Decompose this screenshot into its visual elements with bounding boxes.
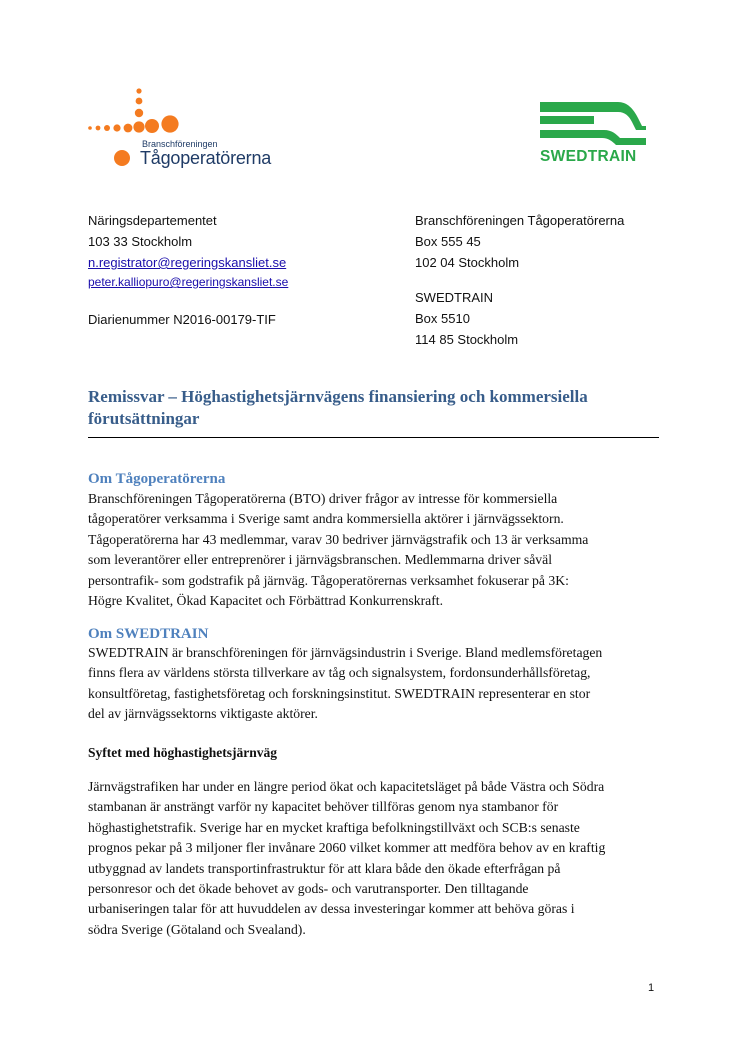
paragraph-line: personresor och det ökade behovet av gods- och varutransporter. Den tilltagande [88,881,529,897]
paragraph-line: tågoperatörer verksamma i Sverige samt andra kommersiella aktörer i järnvägssektorn. [88,511,564,527]
page-number: 1 [648,982,655,994]
paragraph-line: konsultföretag, fastighetsföretag och forskningsinstitut. SWEDTRAIN representerar en stor [88,685,591,701]
swedtrain-logo-text: SWEDTRAIN [540,148,637,165]
diary-number: Diarienummer N2016-00179-TIF [88,312,276,327]
sender2-box: Box 5510 [415,311,470,326]
sender2-org: SWEDTRAIN [415,290,493,305]
paragraph-line: persontrafik- som godstrafik på järnväg. Tågoperatörernas verksamhet fokuserar på 3K: [88,572,569,588]
paragraph-line: urbaniseringen talar för att huvuddelen av dessa investeringar kommer att behöva göras i [88,901,575,917]
bto-logo-small-text: Branschföreningen [142,139,218,149]
paragraph-line: stambanan är ansträngt varför ny kapacitet behöver tillföras genom nya stambanor för [88,799,559,815]
section-title-swedtrain: Om SWEDTRAIN [88,626,209,642]
paragraph-line: som leverantörer eller entreprenörer i järnvägsbranschen. Medlemmarna driver såväl [88,552,553,568]
paragraph-line: Högre Kvalitet, Ökad Kapacitet och Förbättrad Konkurrenskraft. [88,593,443,609]
paragraph-line: utbyggnad av landets transportinfrastruktur för att klara både den ökade efterfrågan på [88,860,561,876]
page-title-line-1: Remissvar – Höghastighetsjärnvägens finansiering och kommersiella [88,387,588,406]
paragraph-line: höghastighetstrafik. Sverige har en mycket kraftiga befolkningstillväxt och SCB:s senaste [88,819,580,835]
section-body-bto [88,489,663,611]
sender1-org: Branschföreningen Tågoperatörerna [415,213,625,228]
paragraph-line: södra Sverige (Götaland och Svealand). [88,921,306,937]
paragraph-line: Tågoperatörerna har 43 medlemmar, varav 30 bedriver järnvägstrafik och 13 är verksamma [88,531,589,547]
sender-address [415,210,624,350]
section-title-purpose: Syftet med höghastighetsjärnväg [88,745,277,760]
bto-logo [86,86,286,172]
swedtrain-logo-mark [538,100,648,146]
paragraph-line: del av järnvägssektorns viktigaste aktörer. [88,706,318,722]
sender1-box: Box 555 45 [415,234,481,249]
paragraph-line: Branschföreningen Tågoperatörerna (BTO) driver frågor av intresse för kommersiella [88,491,558,506]
recipient-address [88,210,288,330]
section-body-purpose [88,777,663,940]
sender2-postal: 114 85 Stockholm [415,332,519,347]
paragraph-line: prognos pekar på 3 miljoner fler invånare 2060 vilket kommer att medföra behov av en kraftig [88,840,606,856]
recipient-postal: 103 33 Stockholm [88,234,193,249]
recipient-email-link-2[interactable]: peter.kalliopuro@regeringskansliet.se [88,275,289,289]
section-title-bto: Om Tågoperatörerna [88,471,226,487]
section-body-swedtrain [88,643,663,725]
heading-divider [88,437,659,438]
swedtrain-logo [538,100,648,168]
paragraph-line: finns flera av världens största tillverkare av tåg och signalsystem, fordonsunderhållsföretag, [88,665,591,681]
paragraph-line: Järnvägstrafiken har under en längre period ökat och kapacitetsläget på både Västra och Södra [88,779,605,794]
paragraph-line: SWEDTRAIN är branschföreningen för järnvägsindustrin i Sverige. Bland medlemsföretagen [88,645,603,660]
recipient-email-link[interactable]: n.registrator@regeringskansliet.se [88,255,287,270]
bto-logo-large-text: Tågoperatörerna [140,148,272,168]
sender1-postal: 102 04 Stockholm [415,255,520,270]
recipient-org: Näringsdepartementet [88,213,217,228]
page-title [88,386,663,430]
page-title-line-2: förutsättningar [88,409,200,428]
